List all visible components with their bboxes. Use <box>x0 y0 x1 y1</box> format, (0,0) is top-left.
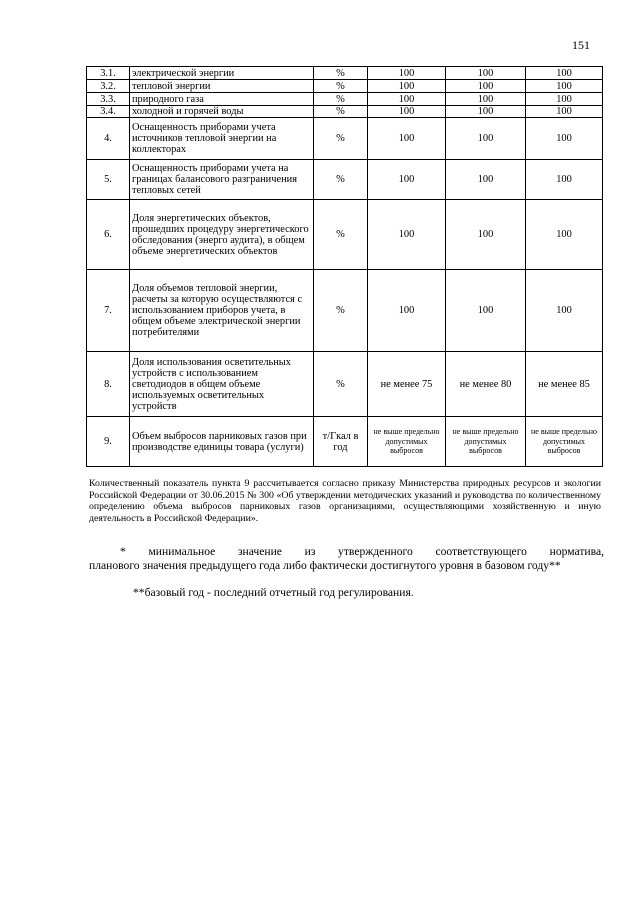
indicator-name: Оснащенность приборами учета на границах балансового разграничения тепловых сетей <box>130 160 314 200</box>
row-number: 6. <box>87 200 130 270</box>
value-year-3: 100 <box>526 200 603 270</box>
value-year-2: 100 <box>446 67 526 80</box>
table-row <box>87 93 603 106</box>
unit-cell: % <box>314 352 368 417</box>
footnote-base-year: **базовый год - последний отчетный год регулирования. <box>133 586 414 599</box>
table-row <box>87 160 603 200</box>
value-year-1: 100 <box>368 200 446 270</box>
footnote-minimum-value <box>89 545 604 572</box>
value-year-2: не выше предельно допустимых выбросов <box>446 417 526 467</box>
value-year-1: 100 <box>368 270 446 352</box>
indicator-name: тепловой энергии <box>130 80 314 93</box>
value-year-2: 100 <box>446 118 526 160</box>
unit-cell: % <box>314 93 368 106</box>
footnote-minimum-value-line2: планового значения предыдущего года либо фактически достигнутого уровня в базовом году** <box>89 558 561 572</box>
table-row <box>87 270 603 352</box>
value-year-2: 100 <box>446 270 526 352</box>
row-number: 3.1. <box>87 67 130 80</box>
value-year-2: 100 <box>446 160 526 200</box>
value-year-3: 100 <box>526 93 603 106</box>
table-row <box>87 118 603 160</box>
value-year-1: 100 <box>368 93 446 106</box>
value-year-1: 100 <box>368 160 446 200</box>
indicator-name: электрической энергии <box>130 67 314 80</box>
value-year-3: 100 <box>526 118 603 160</box>
value-year-1: 100 <box>368 80 446 93</box>
value-year-1: не менее 75 <box>368 352 446 417</box>
footnote-minimum-value-line1: * минимальное значение из утвержденного соответствующего норматива, <box>120 545 604 558</box>
table-row <box>87 352 603 417</box>
value-year-3: не выше предельно допустимых выбросов <box>526 417 603 467</box>
unit-cell: % <box>314 200 368 270</box>
unit-cell: % <box>314 67 368 80</box>
value-year-1: не выше предельно допустимых выбросов <box>368 417 446 467</box>
value-year-3: 100 <box>526 67 603 80</box>
unit-cell: % <box>314 80 368 93</box>
unit-cell: % <box>314 118 368 160</box>
unit-cell: % <box>314 106 368 118</box>
value-year-3: 100 <box>526 160 603 200</box>
table-row <box>87 200 603 270</box>
value-year-2: 100 <box>446 93 526 106</box>
unit-cell: % <box>314 270 368 352</box>
row-number: 3.3. <box>87 93 130 106</box>
unit-cell: % <box>314 160 368 200</box>
table-row <box>87 417 603 467</box>
indicator-name: Доля использования осветительных устройств с использованием светодиодов в общем объеме используемых осветительных устройств <box>130 352 314 417</box>
indicators-table <box>86 66 603 467</box>
value-year-2: 100 <box>446 200 526 270</box>
row-number: 4. <box>87 118 130 160</box>
indicator-name: природного газа <box>130 93 314 106</box>
indicator-name: Оснащенность приборами учета источников тепловой энергии на коллекторах <box>130 118 314 160</box>
unit-cell: т/Гкал в год <box>314 417 368 467</box>
value-year-3: не менее 85 <box>526 352 603 417</box>
table-row <box>87 67 603 80</box>
page-number: 151 <box>572 38 590 52</box>
row-number: 7. <box>87 270 130 352</box>
table-row <box>87 80 603 93</box>
table-row <box>87 106 603 118</box>
indicator-name: Объем выбросов парниковых газов при производстве единицы товара (услуги) <box>130 417 314 467</box>
indicator-name: Доля энергетических объектов, прошедших процедуру энергетического обследования (энерго аудита), в общем объеме энергетических объектов <box>130 200 314 270</box>
value-year-2: 100 <box>446 106 526 118</box>
row-number: 5. <box>87 160 130 200</box>
row-number: 3.4. <box>87 106 130 118</box>
calculation-note: Количественный показатель пункта 9 рассчитывается согласно приказу Министерства природных ресурсов и экологии Российской Федерации от 30.06.2015 № 300 «Об утверждении методических указаний и руководства по количественному определению объема выбросов парниковых газов организациями, осуществляющими хозяйственную и иную деятельность в Российской Федерации». <box>89 478 601 524</box>
row-number: 3.2. <box>87 80 130 93</box>
value-year-3: 100 <box>526 270 603 352</box>
value-year-1: 100 <box>368 67 446 80</box>
indicator-name: холодной и горячей воды <box>130 106 314 118</box>
indicator-name: Доля объемов тепловой энергии, расчеты за которую осуществляются с использованием приборов учета, в общем объеме электрической энергии потребителями <box>130 270 314 352</box>
row-number: 8. <box>87 352 130 417</box>
value-year-1: 100 <box>368 106 446 118</box>
value-year-2: не менее 80 <box>446 352 526 417</box>
value-year-3: 100 <box>526 80 603 93</box>
row-number: 9. <box>87 417 130 467</box>
value-year-3: 100 <box>526 106 603 118</box>
value-year-2: 100 <box>446 80 526 93</box>
value-year-1: 100 <box>368 118 446 160</box>
